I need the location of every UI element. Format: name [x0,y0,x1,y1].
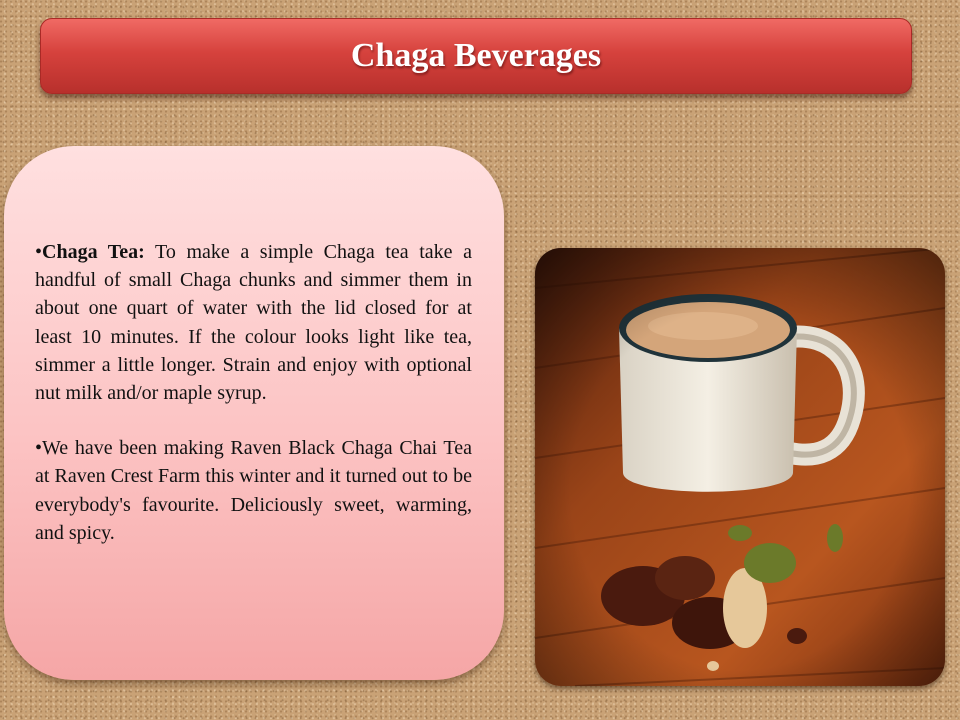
bullet-marker: • [35,241,43,263]
bullet-text: To make a simple Chaga tea take a handful of small Chaga chunks and simmer them in about one quart of water with the lid closed for at least 10 minutes. If the colour looks light like tea, simmer a little longer. Strain and enjoy with optional nut milk and/or maple syrup. [35,241,472,405]
bullet-bold-lead: Chaga Tea: [42,241,145,263]
bullet-marker: • [35,437,43,460]
slide-title: Chaga Beverages [350,37,602,74]
title-banner [40,18,912,94]
tea-photo [535,248,945,686]
text-panel [4,146,504,680]
bullet-chai-tea [35,434,472,547]
bullet-chaga-tea [35,238,472,407]
tea-mug-illustration [535,248,945,686]
bullet-text: We have been making Raven Black Chaga Chai Tea at Raven Crest Farm this winter and it turned out to be everybody's favourite. Deliciously sweet, warming, and spicy. [35,437,472,544]
